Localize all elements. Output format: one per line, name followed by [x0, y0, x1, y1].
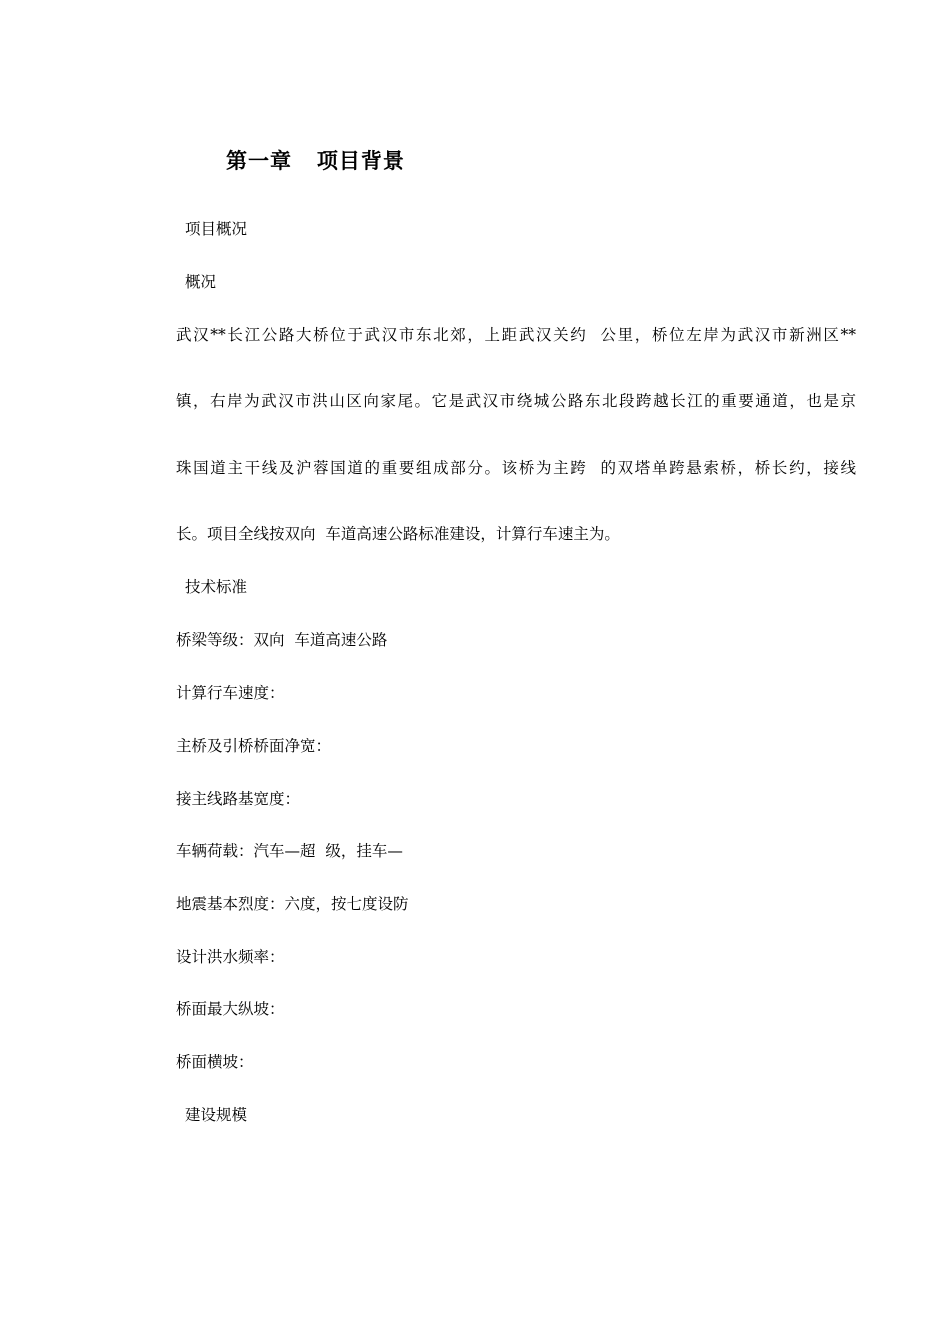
overview-paragraph-line: 珠国道主干线及沪蓉国道的重要组成部分。该桥为主跨 的双塔单跨悬索桥，桥长约，接线 [176, 459, 856, 477]
section-heading-project-overview: 项目概况 [185, 220, 248, 238]
subsection-heading-overview: 概况 [185, 273, 217, 291]
tech-standard-item: 桥面最大纵坡： [176, 1000, 285, 1018]
subsection-heading-tech-standards: 技术标准 [185, 578, 248, 596]
tech-standard-item: 桥梁等级：双向 车道高速公路 [176, 631, 388, 649]
tech-standard-item: 接主线路基宽度： [176, 790, 301, 808]
tech-standard-item: 主桥及引桥桥面净宽： [176, 737, 332, 755]
overview-paragraph-line: 长。项目全线按双向 车道高速公路标准建设，计算行车速主为。 [176, 525, 620, 543]
subsection-heading-construction-scale: 建设规模 [185, 1106, 248, 1124]
tech-standard-item: 桥面横坡： [176, 1053, 254, 1071]
overview-paragraph-line: 镇，右岸为武汉市洪山区向家尾。它是武汉市绕城公路东北段跨越长江的重要通道，也是京 [176, 392, 856, 410]
tech-standard-item: 地震基本烈度：六度，按七度设防 [176, 895, 409, 913]
tech-standard-item: 设计洪水频率： [176, 948, 285, 966]
tech-standard-item: 计算行车速度： [176, 684, 285, 702]
chapter-title: 第一章 项目背景 [226, 148, 405, 173]
overview-paragraph-line: 武汉**长江公路大桥位于武汉市东北郊，上距武汉关约 公里，桥位左岸为武汉市新洲区** [176, 326, 856, 344]
tech-standard-item: 车辆荷载：汽车—超 级，挂车— [176, 842, 403, 860]
